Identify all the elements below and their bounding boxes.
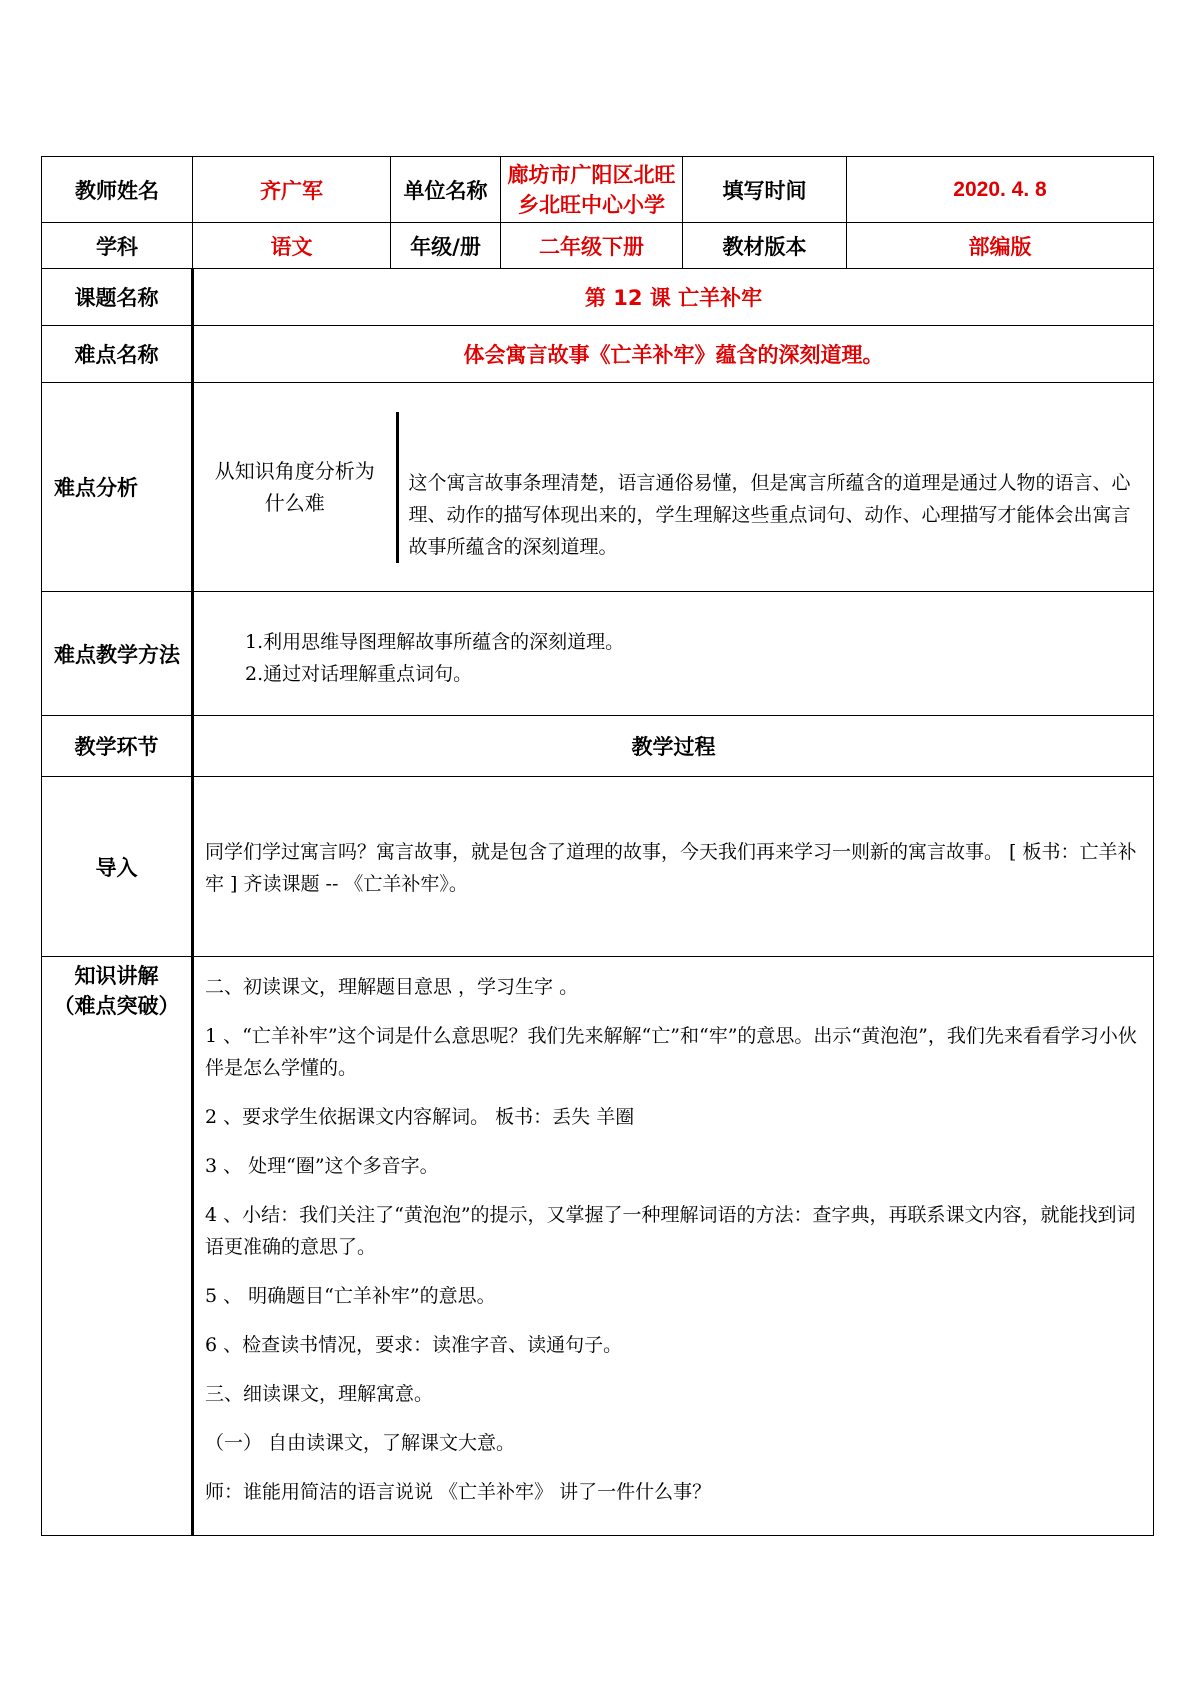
analysis-content [193,383,1154,592]
header-row-2 [42,223,1154,269]
intro-row [42,777,1154,957]
unit-value-line2: 乡北旺中心小学 [518,192,665,217]
analysis-inner-table [194,412,1153,563]
stage-header: 教学环节 [42,716,193,777]
title-row [42,269,1154,326]
analysis-sub-label [194,412,397,563]
knowledge-paragraph: 5 、 明确题目“亡羊补牢”的意思。 [205,1285,496,1307]
header-row-1 [42,157,1154,223]
teacher-value: 齐广军 [193,157,391,223]
knowledge-paragraph: 4 、小结：我们关注了“黄泡泡”的提示，又掌握了一种理解词语的方法：查字典，再联系课文内容，就能找到词语更准确的意思了。 [205,1204,1136,1258]
lesson-plan-table [41,156,1154,1536]
unit-value [501,157,683,223]
process-header-row [42,716,1154,777]
analysis-row [42,383,1154,592]
knowledge-row [42,957,1154,1536]
subject-value: 语文 [193,223,391,269]
lesson-title-value: 第 12 课 亡羊补牢 [193,269,1154,326]
knowledge-paragraph: 二、初读课文，理解题目意思 ，学习生字 。 [205,976,579,998]
knowledge-label-line1: 知识讲解 [74,964,159,988]
method-item-2: 2.通过对话理解重点词句。 [245,663,473,685]
knowledge-paragraph: 2 、要求学生依据课文内容解词。 板书：丢失 羊圈 [205,1106,635,1128]
grade-label: 年级/册 [391,223,501,269]
knowledge-paragraph: 3 、 处理“圈”这个多音字。 [205,1155,439,1177]
lesson-title-label: 课题名称 [42,269,193,326]
edition-label: 教材版本 [683,223,847,269]
intro-label: 导入 [42,777,193,957]
analysis-paragraph: 这个寓言故事条理清楚，语言通俗易懂，但是寓言所蕴含的道理是通过人物的语言、心理、动作的描写体现出来的，学生理解这些重点词句、动作、心理描写才能体会出寓言故事所蕴含的深刻道理。 [408,471,1131,558]
unit-value-line1: 廊坊市广阳区北旺 [507,162,676,187]
teacher-label: 教师姓名 [42,157,193,223]
date-label: 填写时间 [683,157,847,223]
knowledge-paragraph: 三、细读课文，理解寓意。 [205,1383,434,1405]
date-value: 2020. 4. 8 [847,157,1154,223]
intro-paragraph: 同学们学过寓言吗？寓言故事，就是包含了道理的故事，今天我们再来学习一则新的寓言故事。 [ 板书：亡羊补牢 ] 齐读课题 -- 《亡羊补牢》。 [205,841,1137,895]
knowledge-label [42,957,193,1536]
difficulty-row [42,326,1154,383]
method-item-1: 1.利用思维导图理解故事所蕴含的深刻道理。 [245,631,625,653]
knowledge-label-line2: （难点突破） [53,994,180,1018]
knowledge-paragraph: （一） 自由读课文，了解课文大意。 [205,1432,516,1454]
intro-content [193,777,1154,957]
process-header: 教学过程 [193,716,1154,777]
difficulty-value: 体会寓言故事《亡羊补牢》蕴含的深刻道理。 [193,326,1154,383]
lesson-plan-sheet [41,156,1153,1536]
analysis-label: 难点分析 [42,383,193,592]
subject-label: 学科 [42,223,193,269]
knowledge-paragraph: 1 、“亡羊补牢”这个词是什么意思呢？我们先来解解“亡”和“牢”的意思。出示“黄泡泡”，我们先来看看学习小伙伴是怎么学懂的。 [205,1025,1137,1079]
method-content [193,592,1154,716]
method-label: 难点教学方法 [42,592,193,716]
knowledge-content [193,957,1154,1536]
unit-label: 单位名称 [391,157,501,223]
difficulty-label: 难点名称 [42,326,193,383]
analysis-sub-label-line1: 从知识角度分析为 [214,459,375,483]
analysis-sub-label-line2: 什么难 [264,491,325,515]
knowledge-paragraph: 师：谁能用简洁的语言说说 《亡羊补牢》 讲了一件什么事？ [205,1481,712,1503]
analysis-text [397,412,1153,563]
knowledge-paragraph: 6 、检查读书情况，要求：读准字音、读通句子。 [205,1334,623,1356]
edition-value: 部编版 [847,223,1154,269]
method-row [42,592,1154,716]
grade-value: 二年级下册 [501,223,683,269]
